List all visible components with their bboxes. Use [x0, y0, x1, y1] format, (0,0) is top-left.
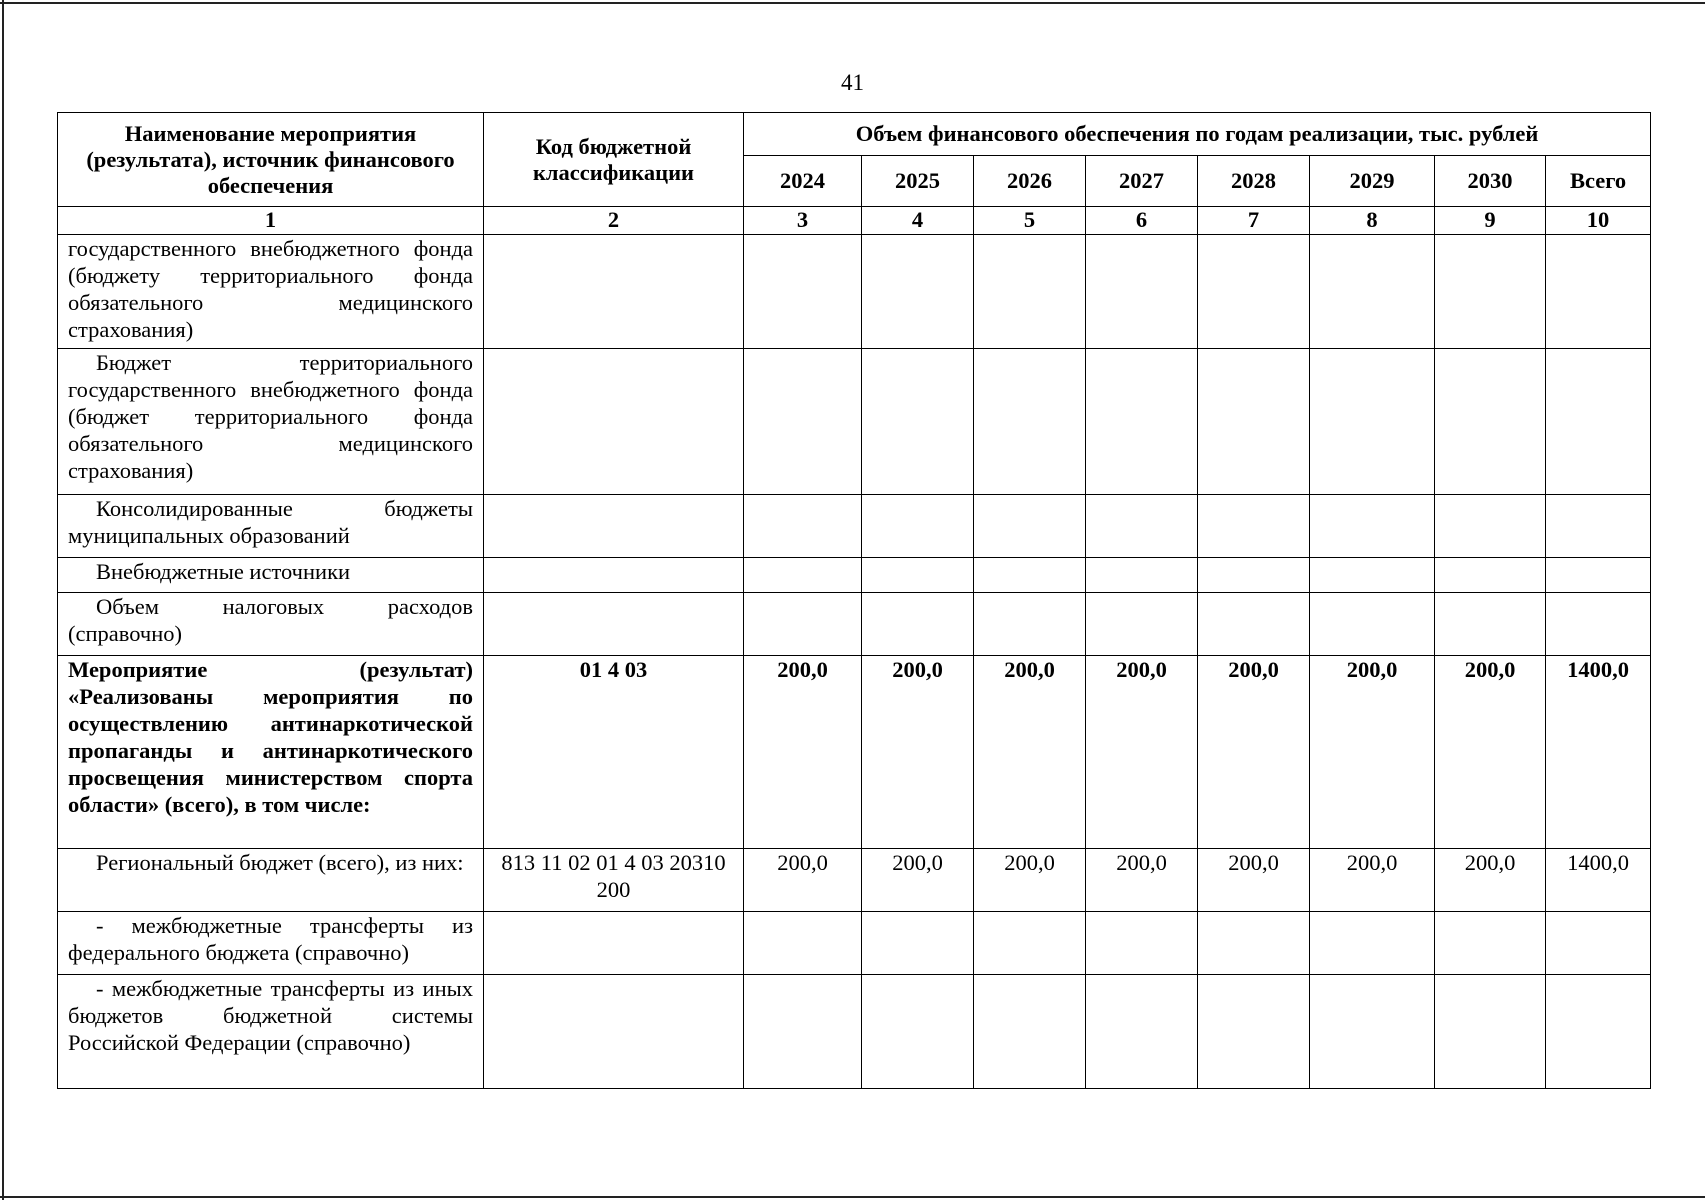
- row-code: [484, 912, 744, 975]
- header-year: 2027: [1086, 156, 1198, 207]
- row-name: Объем налоговых расходов (справочно): [58, 593, 484, 656]
- table-row: [58, 849, 1651, 912]
- row-value: [974, 235, 1086, 349]
- row-value: [1310, 912, 1435, 975]
- row-value: [744, 975, 862, 1089]
- column-number-row: [58, 207, 1651, 235]
- column-number: 5: [974, 207, 1086, 235]
- row-total: 1400,0: [1546, 849, 1651, 912]
- row-value: 200,0: [1086, 656, 1198, 849]
- row-total: [1546, 235, 1651, 349]
- header-row: [58, 113, 1651, 156]
- row-code: [484, 495, 744, 558]
- row-value: 200,0: [1310, 849, 1435, 912]
- row-value: [974, 912, 1086, 975]
- table-row: [58, 656, 1651, 849]
- row-name: Бюджет территориального государственного внебюджетного фонда (бюджет территориального фонда обязательного медицинского страхования): [58, 349, 484, 495]
- table-row: [58, 558, 1651, 593]
- row-value: 200,0: [974, 656, 1086, 849]
- row-code: 813 11 02 01 4 03 20310 200: [484, 849, 744, 912]
- row-total: [1546, 349, 1651, 495]
- row-value: [1435, 593, 1546, 656]
- row-value: [974, 495, 1086, 558]
- row-value: [974, 975, 1086, 1089]
- page-number: 41: [841, 70, 864, 95]
- column-number: 2: [484, 207, 744, 235]
- row-value: [1086, 495, 1198, 558]
- column-number: 10: [1546, 207, 1651, 235]
- row-value: 200,0: [1198, 849, 1310, 912]
- header-volume: Объем финансового обеспечения по годам реализации, тыс. рублей: [744, 113, 1651, 156]
- row-value: 200,0: [1435, 656, 1546, 849]
- row-value: [1086, 235, 1198, 349]
- scan-edge-bottom: [0, 1196, 1705, 1198]
- row-value: [974, 558, 1086, 593]
- row-name: Консолидированные бюджеты муниципальных образований: [58, 495, 484, 558]
- row-value: [1198, 495, 1310, 558]
- row-value: [1198, 975, 1310, 1089]
- row-value: [1310, 975, 1435, 1089]
- row-total: [1546, 975, 1651, 1089]
- row-value: [1435, 235, 1546, 349]
- row-value: [744, 495, 862, 558]
- row-name: Внебюджетные источники: [58, 558, 484, 593]
- row-value: 200,0: [974, 849, 1086, 912]
- column-number: 8: [1310, 207, 1435, 235]
- scan-edge-left: [2, 0, 4, 1200]
- row-value: 200,0: [1086, 849, 1198, 912]
- scan-edge-top: [0, 2, 1705, 4]
- row-value: 200,0: [744, 656, 862, 849]
- column-number: 1: [58, 207, 484, 235]
- row-total: 1400,0: [1546, 656, 1651, 849]
- row-value: [862, 495, 974, 558]
- row-total: [1546, 593, 1651, 656]
- column-number: 3: [744, 207, 862, 235]
- row-value: [1198, 593, 1310, 656]
- table-row: [58, 349, 1651, 495]
- header-year: 2024: [744, 156, 862, 207]
- row-value: [1086, 975, 1198, 1089]
- row-value: [862, 235, 974, 349]
- header-year: 2030: [1435, 156, 1546, 207]
- header-year: 2026: [974, 156, 1086, 207]
- row-value: [862, 349, 974, 495]
- row-value: [744, 912, 862, 975]
- row-code: [484, 349, 744, 495]
- row-value: [1086, 912, 1198, 975]
- row-code: [484, 558, 744, 593]
- row-value: [1310, 349, 1435, 495]
- header-name: Наименование мероприятия (результата), источник финансового обеспечения: [58, 113, 484, 207]
- row-value: [1435, 349, 1546, 495]
- table-row: [58, 495, 1651, 558]
- table-row: [58, 235, 1651, 349]
- row-name: государственного внебюджетного фонда (бюджету территориального фонда обязательного медицинского страхования): [58, 235, 484, 349]
- row-value: [1086, 593, 1198, 656]
- row-value: [744, 558, 862, 593]
- row-value: [1198, 349, 1310, 495]
- row-code: [484, 235, 744, 349]
- row-value: [744, 235, 862, 349]
- row-value: [744, 349, 862, 495]
- table-row: [58, 593, 1651, 656]
- row-value: 200,0: [1310, 656, 1435, 849]
- row-name: Региональный бюджет (всего), из них:: [58, 849, 484, 912]
- row-code: [484, 975, 744, 1089]
- row-value: 200,0: [862, 849, 974, 912]
- row-value: [862, 975, 974, 1089]
- header-year: 2029: [1310, 156, 1435, 207]
- row-value: [1310, 235, 1435, 349]
- row-value: [1310, 558, 1435, 593]
- row-value: [1435, 495, 1546, 558]
- row-value: [1198, 558, 1310, 593]
- row-value: [1310, 593, 1435, 656]
- column-number: 9: [1435, 207, 1546, 235]
- header-year: 2028: [1198, 156, 1310, 207]
- column-number: 4: [862, 207, 974, 235]
- header-total: Всего: [1546, 156, 1651, 207]
- budget-table: [57, 112, 1651, 1089]
- row-value: [862, 558, 974, 593]
- row-value: [974, 593, 1086, 656]
- row-value: [1435, 558, 1546, 593]
- row-value: [1310, 495, 1435, 558]
- column-number: 7: [1198, 207, 1310, 235]
- row-value: [862, 593, 974, 656]
- row-name: - межбюджетные трансферты из федерального бюджета (справочно): [58, 912, 484, 975]
- row-value: 200,0: [744, 849, 862, 912]
- row-value: [1198, 912, 1310, 975]
- header-year: 2025: [862, 156, 974, 207]
- row-value: [1435, 912, 1546, 975]
- row-value: 200,0: [862, 656, 974, 849]
- row-total: [1546, 558, 1651, 593]
- row-value: [1198, 235, 1310, 349]
- table-row: [58, 975, 1651, 1089]
- row-total: [1546, 912, 1651, 975]
- header-code: Код бюджетной классификации: [484, 113, 744, 207]
- row-value: [1086, 349, 1198, 495]
- row-value: [974, 349, 1086, 495]
- row-total: [1546, 495, 1651, 558]
- row-code: 01 4 03: [484, 656, 744, 849]
- column-number: 6: [1086, 207, 1198, 235]
- row-value: 200,0: [1435, 849, 1546, 912]
- row-code: [484, 593, 744, 656]
- row-name: Мероприятие (результат) «Реализованы мероприятия по осуществлению антинаркотической пропаганды и антинаркотического просвещения министерством спорта области» (всего), в том числе:: [58, 656, 484, 849]
- row-value: 200,0: [1198, 656, 1310, 849]
- row-value: [744, 593, 862, 656]
- row-value: [862, 912, 974, 975]
- row-value: [1435, 975, 1546, 1089]
- table-row: [58, 912, 1651, 975]
- row-name: - межбюджетные трансферты из иных бюджетов бюджетной системы Российской Федерации (справочно): [58, 975, 484, 1089]
- row-value: [1086, 558, 1198, 593]
